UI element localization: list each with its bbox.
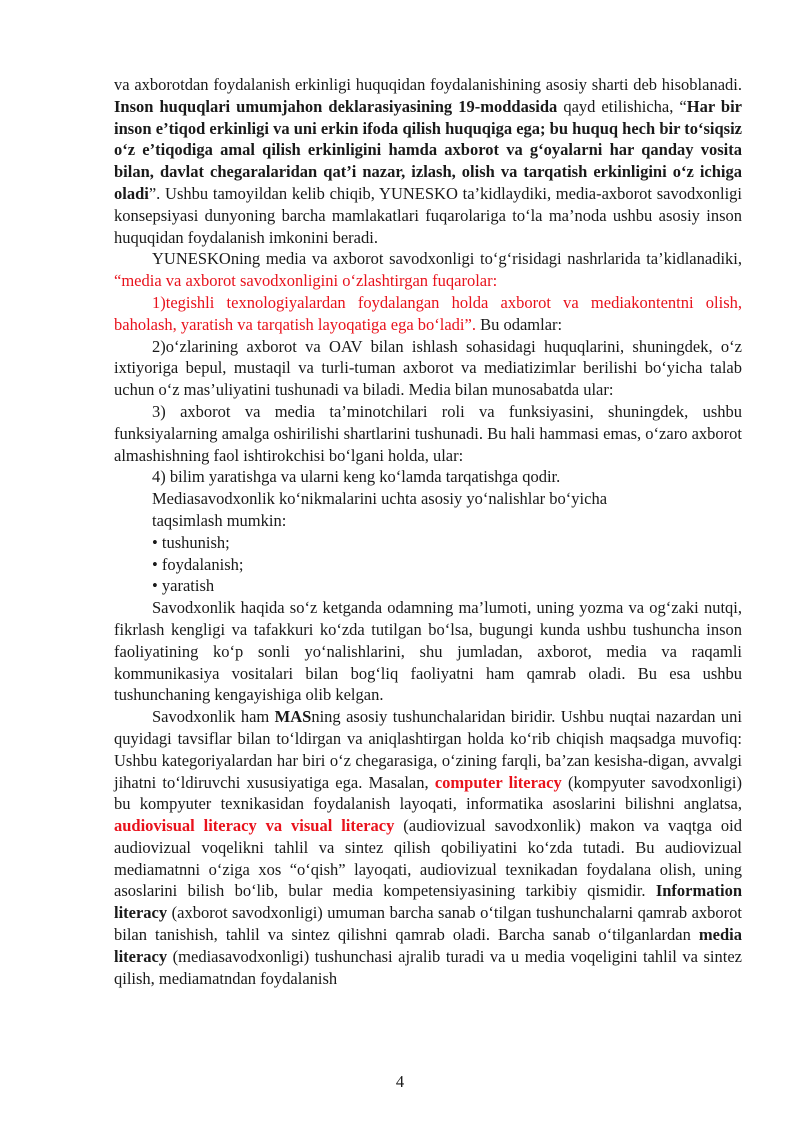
paragraph-6: 4) bilim yaratishga va ularni keng ko‘lamda tarqatishga qodir. bbox=[152, 467, 561, 487]
paragraph-5: 3) axborot va media ta’minotchilari roli va funksiyasini, shuningdek, ushbu funksiyalarning amalga oshirilishi shartlarini tushunadi. Bu hali hammasi emas, o‘zaro axborot almashishning faol ishtirokchisi bo‘lgani holda, ular: bbox=[114, 401, 742, 465]
text: qayd etilishicha, “ bbox=[557, 96, 687, 116]
highlighted-quote: “media va axborot savodxonligini o‘zlashtirgan fuqarolar: bbox=[114, 271, 498, 291]
document-page bbox=[114, 74, 742, 989]
declaration-quote: Har bir inson e’tiqod erkinligi va uni erkin ifoda qilish huquqiga ega; bu huquq hech bir to‘siqsiz o‘z e’tiqodiga amal qilish erkinligini hamda axborot va g‘oyalarni har qanday vosita bilan, davlat chegaralaridan qat’i nazar, izlash, olish va tarqatish erkinligini o‘z ichiga oladi bbox=[114, 96, 742, 203]
list-item: • yaratish bbox=[152, 576, 215, 596]
list-item: • foydalanish; bbox=[152, 554, 244, 574]
term-computer-literacy: computer literacy bbox=[434, 772, 562, 792]
declaration-article-reference: Inson huquqlari umumjahon deklarasiyasining 19-moddasida bbox=[114, 96, 558, 116]
text: ”. Ushbu tamoyildan kelib chiqib, YUNESKO ta’kidlaydiki, media-axborot savodxonligi konsepsiyasi dunyoning barcha mamlakatlari fuqarolariga to‘la ma’noda ushbu asosiy inson huquqidan foydalanish imkonini beradi. bbox=[114, 183, 742, 247]
page-number: 4 bbox=[395, 1072, 405, 1091]
paragraph-3 bbox=[114, 292, 742, 336]
text: va axborotdan foydalanish erkinligi huquqidan foydalanishining asosiy sharti deb hisoblanadi. bbox=[114, 75, 742, 94]
text-line: Mediasavodxonlik ko‘nikmalarini uchta asosiy yo‘nalishlar bo‘yicha bbox=[152, 489, 608, 509]
paragraph-4: 2)o‘zlarining axborot va OAV bilan ishlash sohasidagi huquqlarini, shuningdek, o‘z ixtiyoriga bepul, mustaqil va turli-tuman axborot va mediatizimlar berilishi bo‘yicha talab uchun o‘z mas’uliyatini tushunadi va biladi. Media bilan munosabatda ular: bbox=[114, 336, 742, 400]
term-mas: MAS bbox=[274, 707, 312, 727]
term-audiovisual-literacy: audiovisual literacy va visual literacy bbox=[114, 816, 395, 836]
text: ning asosiy tushunchalaridan biridir. Ushbu nuqtai nazardan uni quyidagi tavsiflar bilan to‘ldirgan va aniqlashtirgan holda ko‘rib chiqish maqsadga muvofiq: Ushbu kategoriyalardan har biri o‘z chegarasiga, o‘zining farqli, ba’zan kesisha-digan, avvalgi jihatni to‘ldiruvchi xususiyatiga ega. Masalan, bbox=[114, 707, 742, 792]
text: (audiovizual savodxonlik) makon va vaqtga oid audiovizual voqelikni tahlil va sintez qilish qobiliyatini ko‘zda tutadi. Bu audiovizual mediamatnni o‘ziga xos “o‘qish” layoqati, audiovizual texnikadan foydalana olish, uning asoslarini bilish bo‘lib, bular media kompetensiyasining tarkibiy qismidir. bbox=[114, 816, 742, 901]
paragraph-2 bbox=[114, 248, 742, 292]
highlighted-quote-item-1: 1)tegishli texnologiyalardan foydalangan holda axborot va mediakontentni olish, baholash, yaratish va tarqatish layoqatiga ega bo‘ladi”. bbox=[114, 292, 742, 334]
paragraph-9 bbox=[114, 706, 742, 989]
term-information-literacy: Information literacy bbox=[114, 881, 742, 923]
text: (axborot savodxonligi) umuman barcha sanab o‘tilgan tushunchalarni qamrab axborot bilan tanishish, tahlil va sintez qilishni qamrab oladi. Barcha sanab o‘tilganlardan bbox=[114, 903, 742, 945]
paragraph-1 bbox=[114, 74, 742, 248]
term-media-literacy: media literacy bbox=[114, 925, 742, 966]
paragraph-8: Savodxonlik haqida so‘z ketganda odamning ma’lumoti, uning yozma va og‘zaki nutqi, fikrlash kengligi va tafakkuri ko‘zda tutilgan bo‘lsa, bugungi kunda ushbu tushuncha inson faoliyatining ko‘p sonli yo‘nalishlarini, shu jumladan, axborot, media va raqamli kommunikasiya vositalari bilan bog‘liq faoliyatni ham qamrab oladi. Bu esa ushbu tushunchaning kengayishiga olib kelgan. bbox=[114, 598, 742, 705]
text: YUNESKOning media va axborot savodxonligi to‘g‘risidagi nashrlarida ta’kidlanadiki, bbox=[152, 249, 742, 269]
paragraph-7 bbox=[114, 488, 742, 532]
list-item: • tushunish; bbox=[152, 532, 230, 552]
text: (kompyuter savodxonligi) bu kompyuter texnikasidan foydalanish layoqati, informatika asoslarini bilishni anglatsa, bbox=[114, 772, 742, 814]
text: (mediasavodxonligi) tushunchasi ajralib turadi va u media voqeligini tahlil va sintez qilish, mediamatndan foydalanish bbox=[114, 946, 742, 988]
text-line: taqsimlash mumkin: bbox=[152, 510, 287, 530]
text: Savodxonlik ham bbox=[152, 707, 275, 727]
text: Bu odamlar: bbox=[475, 314, 563, 334]
bullet-list bbox=[114, 532, 742, 597]
